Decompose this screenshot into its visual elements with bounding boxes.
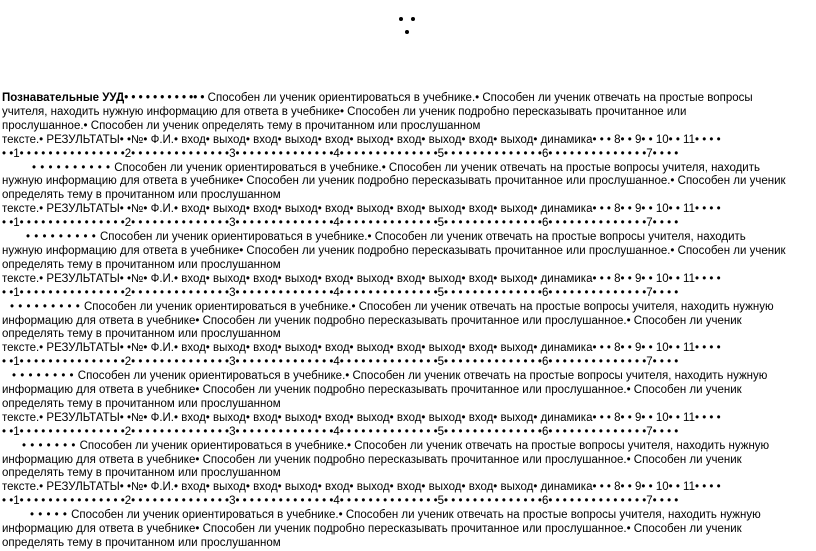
line-text: • •1• • • • • • • • • • • • • • •2• • • • • • • • • • • • • •3• • • • • • • • • • • • • •4• • • • • • • • • • • • • •5• • • • • • • • • • • • • •6• • • • • • • • • • • • • •7• • • • [2,356,679,369]
line-text: • •1• • • • • • • • • • • • • • •2• • • • • • • • • • • • • •3• • • • • • • • • • • • • •4• • • • • • • • • • • • • •5• • • • • • • • • • • • • •6• • • • • • • • • • • • • •7• • • • [2,495,679,508]
text-line [2,92,814,106]
document-body [2,92,814,551]
line-text: • •1• • • • • • • • • • • • • • •2• • • • • • • • • • • • • •3• • • • • • • • • • • • • •4• • • • • • • • • • • • • •5• • • • • • • • • • • • • •6• • • • • • • • • • • • • •7• • • • [2,217,679,230]
text-line [2,217,814,231]
bullet-prefix: • • • • • • • [22,439,80,452]
criteria-block [2,509,814,551]
text-line [2,106,814,120]
line-text: Способен ли ученик ориентироваться в учебнике.• Способен ли ученик отвечать на простые вопросы учителя, находить нужную [84,300,774,313]
text-line [2,467,814,481]
line-text: тексте.• РЕЗУЛЬТАТЫ• •№• Ф.И.• вход• выход• вход• выход• вход• выход• вход• выход• вход• выход• динамика• • • 8• • 9• • 10• • 11• • • • [2,133,721,146]
criteria-block [2,301,814,371]
text-line [2,454,814,468]
line-text: прослушанное.• Способен ли ученик определять тему в прочитанном или прослушанном [2,119,481,132]
top-decoration-dots [399,14,419,38]
text-line [2,356,814,370]
bullet-prefix: • • • • • • • • [12,370,78,383]
text-line [2,328,814,342]
text-line [2,370,814,384]
line-text: тексте.• РЕЗУЛЬТАТЫ• •№• Ф.И.• вход• выход• вход• выход• вход• выход• вход• выход• вход• выход• динамика• • • 8• • 9• • 10• • 11• • • • [2,342,721,355]
text-line [2,384,814,398]
line-text: тексте.• РЕЗУЛЬТАТЫ• •№• Ф.И.• вход• выход• вход• выход• вход• выход• вход• выход• вход• выход• динамика• • • 8• • 9• • 10• • 11• • • • [2,203,721,216]
bullet-prefix: • • • • • [30,509,72,522]
text-line [2,273,814,287]
text-line [2,398,814,412]
line-text: определять тему в прочитанном или прослушанном [2,189,281,202]
criteria-block [2,370,814,440]
line-text: информацию для ответа в учебнике• Способен ли ученик подробно пересказывать прочитанное или прослушанное.• Способен ли ученик [2,523,742,536]
text-line [2,315,814,329]
criteria-block [2,162,814,232]
text-line [2,495,814,509]
line-text: тексте.• РЕЗУЛЬТАТЫ• •№• Ф.И.• вход• выход• вход• выход• вход• выход• вход• выход• вход• выход• динамика• • • 8• • 9• • 10• • 11• • • • [2,272,721,285]
line-text: определять тему в прочитанном или прослушанном [2,328,281,341]
text-line [2,287,814,301]
text-line [2,175,814,189]
text-line [2,426,814,440]
line-text: информацию для ответа в учебнике• Способен ли ученик подробно пересказывать прочитанное или прослушанное.• Способен ли ученик [2,384,742,397]
line-text: нужную информацию для ответа в учебнике• Способен ли ученик подробно пересказывать прочитанное или прослушанное.• Способен ли ученик [2,175,786,188]
text-line [2,412,814,426]
line-text: учителя, находить нужную информацию для ответа в учебнике• Способен ли ученик подробно пересказывать прочитанное или [2,105,687,118]
text-line [2,162,814,176]
line-text: Способен ли ученик ориентироваться в учебнике.• Способен ли ученик отвечать на простые вопросы учителя, находить [114,161,760,174]
line-text: нужную информацию для ответа в учебнике• Способен ли ученик подробно пересказывать прочитанное или прослушанное.• Способен ли ученик [2,244,786,257]
text-line [2,231,814,245]
line-text: тексте.• РЕЗУЛЬТАТЫ• •№• Ф.И.• вход• выход• вход• выход• вход• выход• вход• выход• вход• выход• динамика• • • 8• • 9• • 10• • 11• • • • [2,411,721,424]
criteria-block [2,92,814,162]
text-line [2,523,814,537]
line-text: Способен ли ученик ориентироваться в учебнике.• Способен ли ученик отвечать на простые вопросы [207,92,753,104]
text-line [2,537,814,551]
line-text: Способен ли ученик ориентироваться в учебнике.• Способен ли ученик отвечать на простые вопросы учителя, находить нужную [79,439,770,452]
section-heading: Познавательные УУД• • • • • • • • • •• • [2,92,208,104]
line-text: • •1• • • • • • • • • • • • • • •2• • • • • • • • • • • • • •3• • • • • • • • • • • • • •4• • • • • • • • • • • • • •5• • • • • • • • • • • • • •6• • • • • • • • • • • • • •7• • • • [2,425,679,438]
text-line [2,134,814,148]
line-text: тексте.• РЕЗУЛЬТАТЫ• •№• Ф.И.• вход• выход• вход• выход• вход• выход• вход• выход• вход• выход• динамика• • • 8• • 9• • 10• • 11• • • • [2,481,721,494]
line-text: • •1• • • • • • • • • • • • • • •2• • • • • • • • • • • • • •3• • • • • • • • • • • • • •4• • • • • • • • • • • • • •5• • • • • • • • • • • • • •6• • • • • • • • • • • • • •7• • • • [2,147,679,160]
text-line [2,509,814,523]
text-line [2,259,814,273]
line-text: определять тему в прочитанном или прослушанном [2,537,281,549]
line-text: • •1• • • • • • • • • • • • • • •2• • • • • • • • • • • • • •3• • • • • • • • • • • • • •4• • • • • • • • • • • • • •5• • • • • • • • • • • • • •6• • • • • • • • • • • • • •7• • • • [2,286,679,299]
text-line [2,148,814,162]
text-line [2,245,814,259]
text-line [2,189,814,203]
line-text: Способен ли ученик ориентироваться в учебнике.• Способен ли ученик отвечать на простые вопросы учителя, находить [100,231,746,244]
text-line [2,342,814,356]
text-line [2,301,814,315]
line-text: Способен ли ученик ориентироваться в учебнике.• Способен ли ученик отвечать на простые вопросы учителя, находить нужную [71,509,761,522]
bullet-prefix: • • • • • • • • • • [32,161,115,174]
criteria-block [2,231,814,301]
line-text: определять тему в прочитанном или прослушанном [2,397,281,410]
text-line [2,203,814,217]
line-text: Способен ли ученик ориентироваться в учебнике.• Способен ли ученик отвечать на простые вопросы учителя, находить нужную [77,370,768,383]
text-line [2,481,814,495]
text-line [2,440,814,454]
line-text: информацию для ответа в учебнике• Способен ли ученик подробно пересказывать прочитанное или прослушанное.• Способен ли ученик [2,314,742,327]
bullet-prefix: • • • • • • • • • [10,300,84,313]
line-text: определять тему в прочитанном или прослушанном [2,258,281,271]
bullet-prefix: • • • • • • • • • [26,231,100,244]
line-text: информацию для ответа в учебнике• Способен ли ученик подробно пересказывать прочитанное или прослушанное.• Способен ли ученик [2,453,742,466]
line-text: определять тему в прочитанном или прослушанном [2,467,281,480]
text-line [2,120,814,134]
criteria-block [2,440,814,510]
